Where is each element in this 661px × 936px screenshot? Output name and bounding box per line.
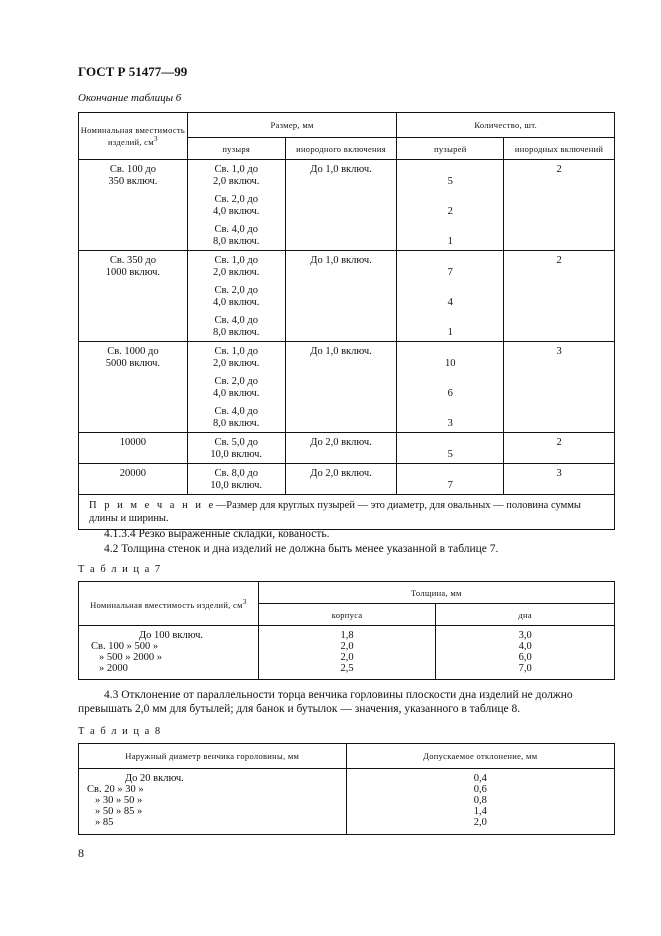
t6-bubbles-count: 1 [447,327,453,338]
t6-size-line: Св. 1,0 до [214,255,258,266]
t6-size-line: 2,0 включ. [213,267,260,278]
t6-capacity-line: Св. 100 до [109,164,156,175]
t6-bubbles-count-cell [397,190,504,220]
t8-deviation-value: 1,4 [473,806,487,817]
t7-bottom-value: 7,0 [518,663,532,674]
t6-size-cell [187,160,285,191]
t6-bubbles-count-cell [397,251,504,282]
t6-size-cell [187,342,285,373]
t8-header-diameter: Наружный диаметр венчика гороловины, мм [79,744,347,769]
t6-size-line: Св. 2,0 до [214,376,258,387]
t6-header-capacity: Номинальная вместимость изделий, $см^3$ [79,113,188,160]
t6-bubbles-count: 4 [447,297,453,308]
t6-bubbles-count: 10 [445,358,456,369]
table-8 [78,743,615,835]
table-row [79,464,615,495]
table6-caption: Окончание таблицы 6 [78,92,182,104]
t6-capacity-cell [79,160,188,251]
t6-header-size: Размер, мм [187,113,397,138]
t6-capacity-cell [79,433,188,464]
t6-size-line: 8,0 включ. [213,236,260,247]
t6-inclusion-cell: До 2,0 включ. [285,433,397,464]
t6-sub-bubble: пузыря [187,138,285,160]
t6-inclusion-cell: До 1,0 включ. [285,160,397,251]
t6-inclusions-count-cell: 2 [504,251,615,342]
t6-bubbles-count-cell [397,160,504,191]
table-row [79,342,615,373]
t6-capacity-cell [79,464,188,495]
t6-size-line: Св. 4,0 до [214,224,258,235]
t6-capacity-line: 10000 [119,437,147,448]
t6-capacity-cell [79,251,188,342]
t6-bubbles-count-cell [397,281,504,311]
t6-inclusions-count-cell: 2 [504,160,615,251]
paragraph-4-1-3-4: 4.1.3.4 Резко выраженные складки, кованость. [104,528,330,540]
t7-capacity-line: До 100 включ. [139,630,204,641]
t6-size-line: 10,0 включ. [210,480,263,491]
table-6 [78,112,615,530]
t6-header-count: Количество, шт. [397,113,615,138]
page-number: 8 [78,846,84,860]
paragraph-4-3: 4.3 Отклонение от параллельности торца венчика горловины плоскости дна изделий не должно превышать 2,0 мм для бутылей; для банок и бутылок — значения, указанного в таблице 8. [78,689,573,715]
table-7 [78,581,615,680]
t6-capacity-line: Св. 1000 до [107,346,159,357]
t6-inclusions-count-cell: 3 [504,464,615,495]
t6-bubbles-count: 2 [447,206,453,217]
t6-inclusion-cell: До 1,0 включ. [285,251,397,342]
t7-bottom-value: 4,0 [518,641,532,652]
t6-sub-inclusion: инородного включения [285,138,397,160]
t6-size-line: 4,0 включ. [213,206,260,217]
t6-bubbles-count-cell [397,342,504,373]
t6-capacity-line: Св. 350 до [109,255,156,266]
t7-body-value: 2,5 [340,663,354,674]
t6-capacity-line: 5000 включ. [105,358,161,369]
t6-capacity-cell [79,342,188,433]
t6-bubbles-count: 6 [447,388,453,399]
t7-bottom-value: 6,0 [518,652,532,663]
t8-diameter-line: » 50 » 85 » [95,806,143,817]
t6-bubbles-count-cell [397,311,504,342]
t6-bubbles-count: 1 [447,236,453,247]
table7-caption: Т а б л и ц а 7 [78,564,162,575]
t6-size-line: Св. 4,0 до [214,315,258,326]
t6-bubbles-count: 5 [447,449,453,460]
t7-capacity-line: » 500 » 2000 » [99,652,162,663]
document-header: ГОСТ Р 51477—99 [78,64,188,79]
t6-bubbles-count-cell [397,372,504,402]
t7-body-value: 2,0 [340,652,354,663]
t6-size-line: 2,0 включ. [213,358,260,369]
t8-deviation-column [346,769,614,835]
t8-deviation-value: 2,0 [473,817,487,828]
t7-body-column [258,626,436,680]
t6-sub-inclusions-count: инородных включений [504,138,615,160]
t6-sub-bubbles-count: пузырей [397,138,504,160]
t6-size-line: 10,0 включ. [210,449,263,460]
t6-inclusion-cell: До 1,0 включ. [285,342,397,433]
t6-bubbles-count-cell [397,464,504,495]
t6-size-line: Св. 1,0 до [214,164,258,175]
t6-size-line: Св. 2,0 до [214,194,258,205]
t6-capacity-line: 1000 включ. [105,267,161,278]
t6-size-cell [187,402,285,433]
t7-header-capacity: Номинальная вместимость изделий, $см^3$ [79,582,259,626]
t6-size-line: 4,0 включ. [213,388,260,399]
t7-sub-bottom: дна [436,604,615,626]
t6-inclusions-count-cell: 3 [504,342,615,433]
t7-bottom-value: 3,0 [518,630,532,641]
t6-capacity-line: 20000 [119,468,147,479]
t6-size-cell [187,281,285,311]
t7-capacity-column [79,626,259,680]
t6-note: П р и м е ч а н и е—Размер для круглых пузырей — это диаметр, для овальных — половина суммы длины и ширины. [79,495,615,530]
t6-capacity-line: 350 включ. [108,176,158,187]
table-row [79,433,615,464]
table-row [79,251,615,282]
t7-header-thickness: Толщина, мм [258,582,614,604]
t7-body-value: 2,0 [340,641,354,652]
t8-diameter-column [79,769,347,835]
t6-size-line: Св. 2,0 до [214,285,258,296]
t6-bubbles-count: 5 [447,176,453,187]
t6-bubbles-count-cell [397,220,504,251]
t8-header-deviation: Допускаемое отклонение, мм [346,744,614,769]
t8-deviation-value: 0,4 [473,773,487,784]
t8-diameter-line: » 30 » 50 » [95,795,143,806]
t6-bubbles-count: 3 [447,418,453,429]
t6-size-line: 8,0 включ. [213,418,260,429]
t8-deviation-value: 0,6 [473,784,487,795]
t7-sub-body: корпуса [258,604,436,626]
t7-capacity-line: Св. 100 » 500 » [91,641,159,652]
t6-bubbles-count-cell [397,402,504,433]
t6-size-cell [187,190,285,220]
t6-size-cell [187,433,285,464]
t6-size-cell [187,311,285,342]
t6-size-line: 2,0 включ. [213,176,260,187]
t8-diameter-line: Св. 20 » 30 » [87,784,144,795]
t6-size-line: Св. 8,0 до [214,468,258,479]
t6-inclusions-count-cell: 2 [504,433,615,464]
t6-size-line: 4,0 включ. [213,297,260,308]
t8-diameter-line: » 85 [95,817,114,828]
t6-bubbles-count: 7 [447,267,453,278]
t7-bottom-column [436,626,615,680]
t8-diameter-line: До 20 включ. [125,773,184,784]
t6-size-line: Св. 5,0 до [214,437,258,448]
paragraph-4-2: 4.2 Толщина стенок и дна изделий не должна быть менее указанной в таблице 7. [104,543,499,555]
t6-size-cell [187,220,285,251]
t8-deviation-value: 0,8 [473,795,487,806]
table-row [79,160,615,191]
t6-bubbles-count-cell [397,433,504,464]
t7-body-value: 1,8 [340,630,354,641]
t6-inclusion-cell: До 2,0 включ. [285,464,397,495]
table8-caption: Т а б л и ц а 8 [78,726,162,737]
t6-size-line: Св. 4,0 до [214,406,258,417]
t6-size-line: 8,0 включ. [213,327,260,338]
t7-capacity-line: » 2000 [99,663,128,674]
t6-size-cell [187,251,285,282]
t6-bubbles-count: 7 [447,480,453,491]
t6-size-cell [187,372,285,402]
t6-size-cell [187,464,285,495]
t6-size-line: Св. 1,0 до [214,346,258,357]
